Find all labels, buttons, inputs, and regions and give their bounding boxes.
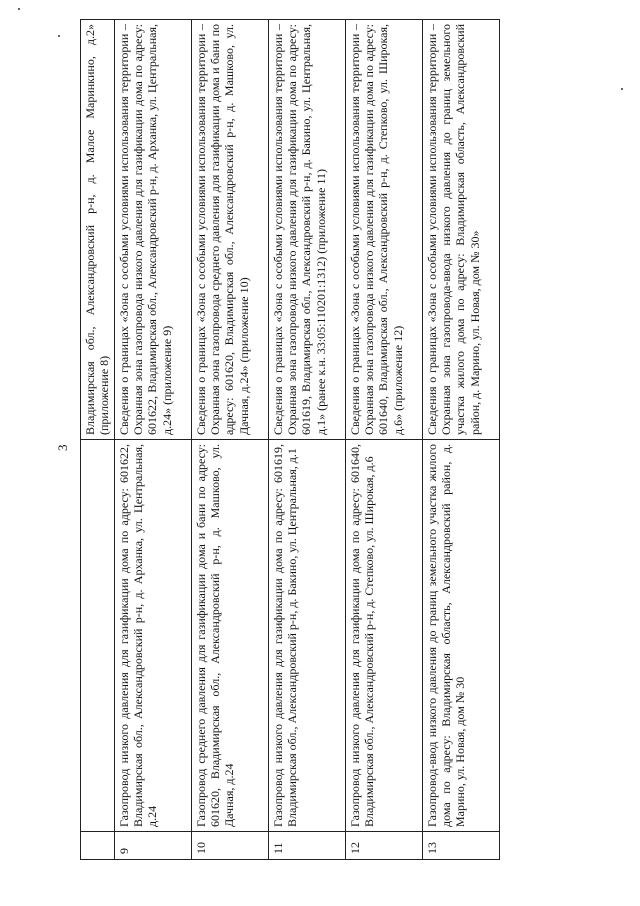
- zone-info-cell: Сведения о границах «Зона с особыми условиями использования территории – Охранная зона газопровода среднего давления для газификации дома и бани по адресу: 601620, Владимирская обл., Александровский р-н, д. Машково, ул. Дачная, д.24» (приложение 10): [192, 20, 269, 440]
- table-row: [423, 20, 500, 860]
- row-number-cell: 9: [115, 832, 192, 860]
- zone-info-cell: Сведения о границах «Зона с особыми условиями использования территории – Охранная зона газопровода низкого давления для газификации дома по адресу: 601622, Владимирская обл., Александровский р-н, д. Арханка, ул. Центральная, д.24» (приложение 9): [115, 20, 192, 440]
- gas-pipeline-zones-table: [80, 19, 500, 860]
- object-cell: Газопровод низкого давления для газификации дома по адресу: 601622, Владимирская обл., Александровский р-н, д. Арханка, ул. Центральная, д.24: [115, 440, 192, 832]
- table-row: [81, 20, 115, 860]
- object-cell: Газопровод низкого давления для газификации дома по адресу: 601640, Владимирская обл., Александровский р-н, д. Степково, ул. Широкая, д.6: [346, 440, 423, 832]
- row-number-cell: [81, 832, 115, 860]
- page-number: 3: [55, 444, 70, 451]
- rotated-table-container: [80, 20, 500, 860]
- row-number-cell: 12: [346, 832, 423, 860]
- scan-speck: [58, 35, 60, 37]
- table-row: [192, 20, 269, 860]
- table-row: [346, 20, 423, 860]
- zone-info-cell: Владимирская обл., Александровский р-н, д. Малое Маринкино, д.2» (приложение 8): [81, 20, 115, 440]
- object-cell: Газопровод среднего давления для газификации дома и бани по адресу: 601620, Владимирская обл., Александровский р-н, д. Машково, ул. Дачная, д.24: [192, 440, 269, 832]
- row-number-cell: 13: [423, 832, 500, 860]
- zone-info-cell: Сведения о границах «Зона с особыми условиями использования территории – Охранная зона газопровода низкого давления для газификации дома по адресу: 601640, Владимирская обл., Александровский р-н, д. Степково, ул. Широкая, д.6» (приложение 12): [346, 20, 423, 440]
- zone-info-cell: Сведения о границах «Зона с особыми условиями использования территории – Охранная зона газопровода низкого давления для газификации дома по адресу: 601619, Владимирская обл., Александровский р-н, д. Бакино, ул. Центральная, д.1» (ранее к.н. 33:05:110201:1312) (приложение 11): [269, 20, 346, 440]
- zone-info-cell: Сведения о границах «Зона с особыми условиями использования территории – Охранная зона газопровода-ввода низкого давления до границ земельного участка жилого дома по адресу: Владимирская область, Александровский район, д. Марино, ул. Новая, дом № 30»: [423, 20, 500, 440]
- object-cell: Газопровод низкого давления для газификации дома по адресу: 601619, Владимирская обл., Александровский р-н, д. Бакино, ул. Центральная, д.1: [269, 440, 346, 832]
- scan-speck: [18, 8, 20, 10]
- table-row: [269, 20, 346, 860]
- table-row: [115, 20, 192, 860]
- row-number-cell: 10: [192, 832, 269, 860]
- scan-speck: [621, 88, 623, 90]
- object-cell: [81, 440, 115, 832]
- row-number-cell: 11: [269, 832, 346, 860]
- object-cell: Газопровод-ввод низкого давления до границ земельного участка жилого дома по адресу: Владимирская область, Александровский район, д. Марино, ул. Новая, дом № 30: [423, 440, 500, 832]
